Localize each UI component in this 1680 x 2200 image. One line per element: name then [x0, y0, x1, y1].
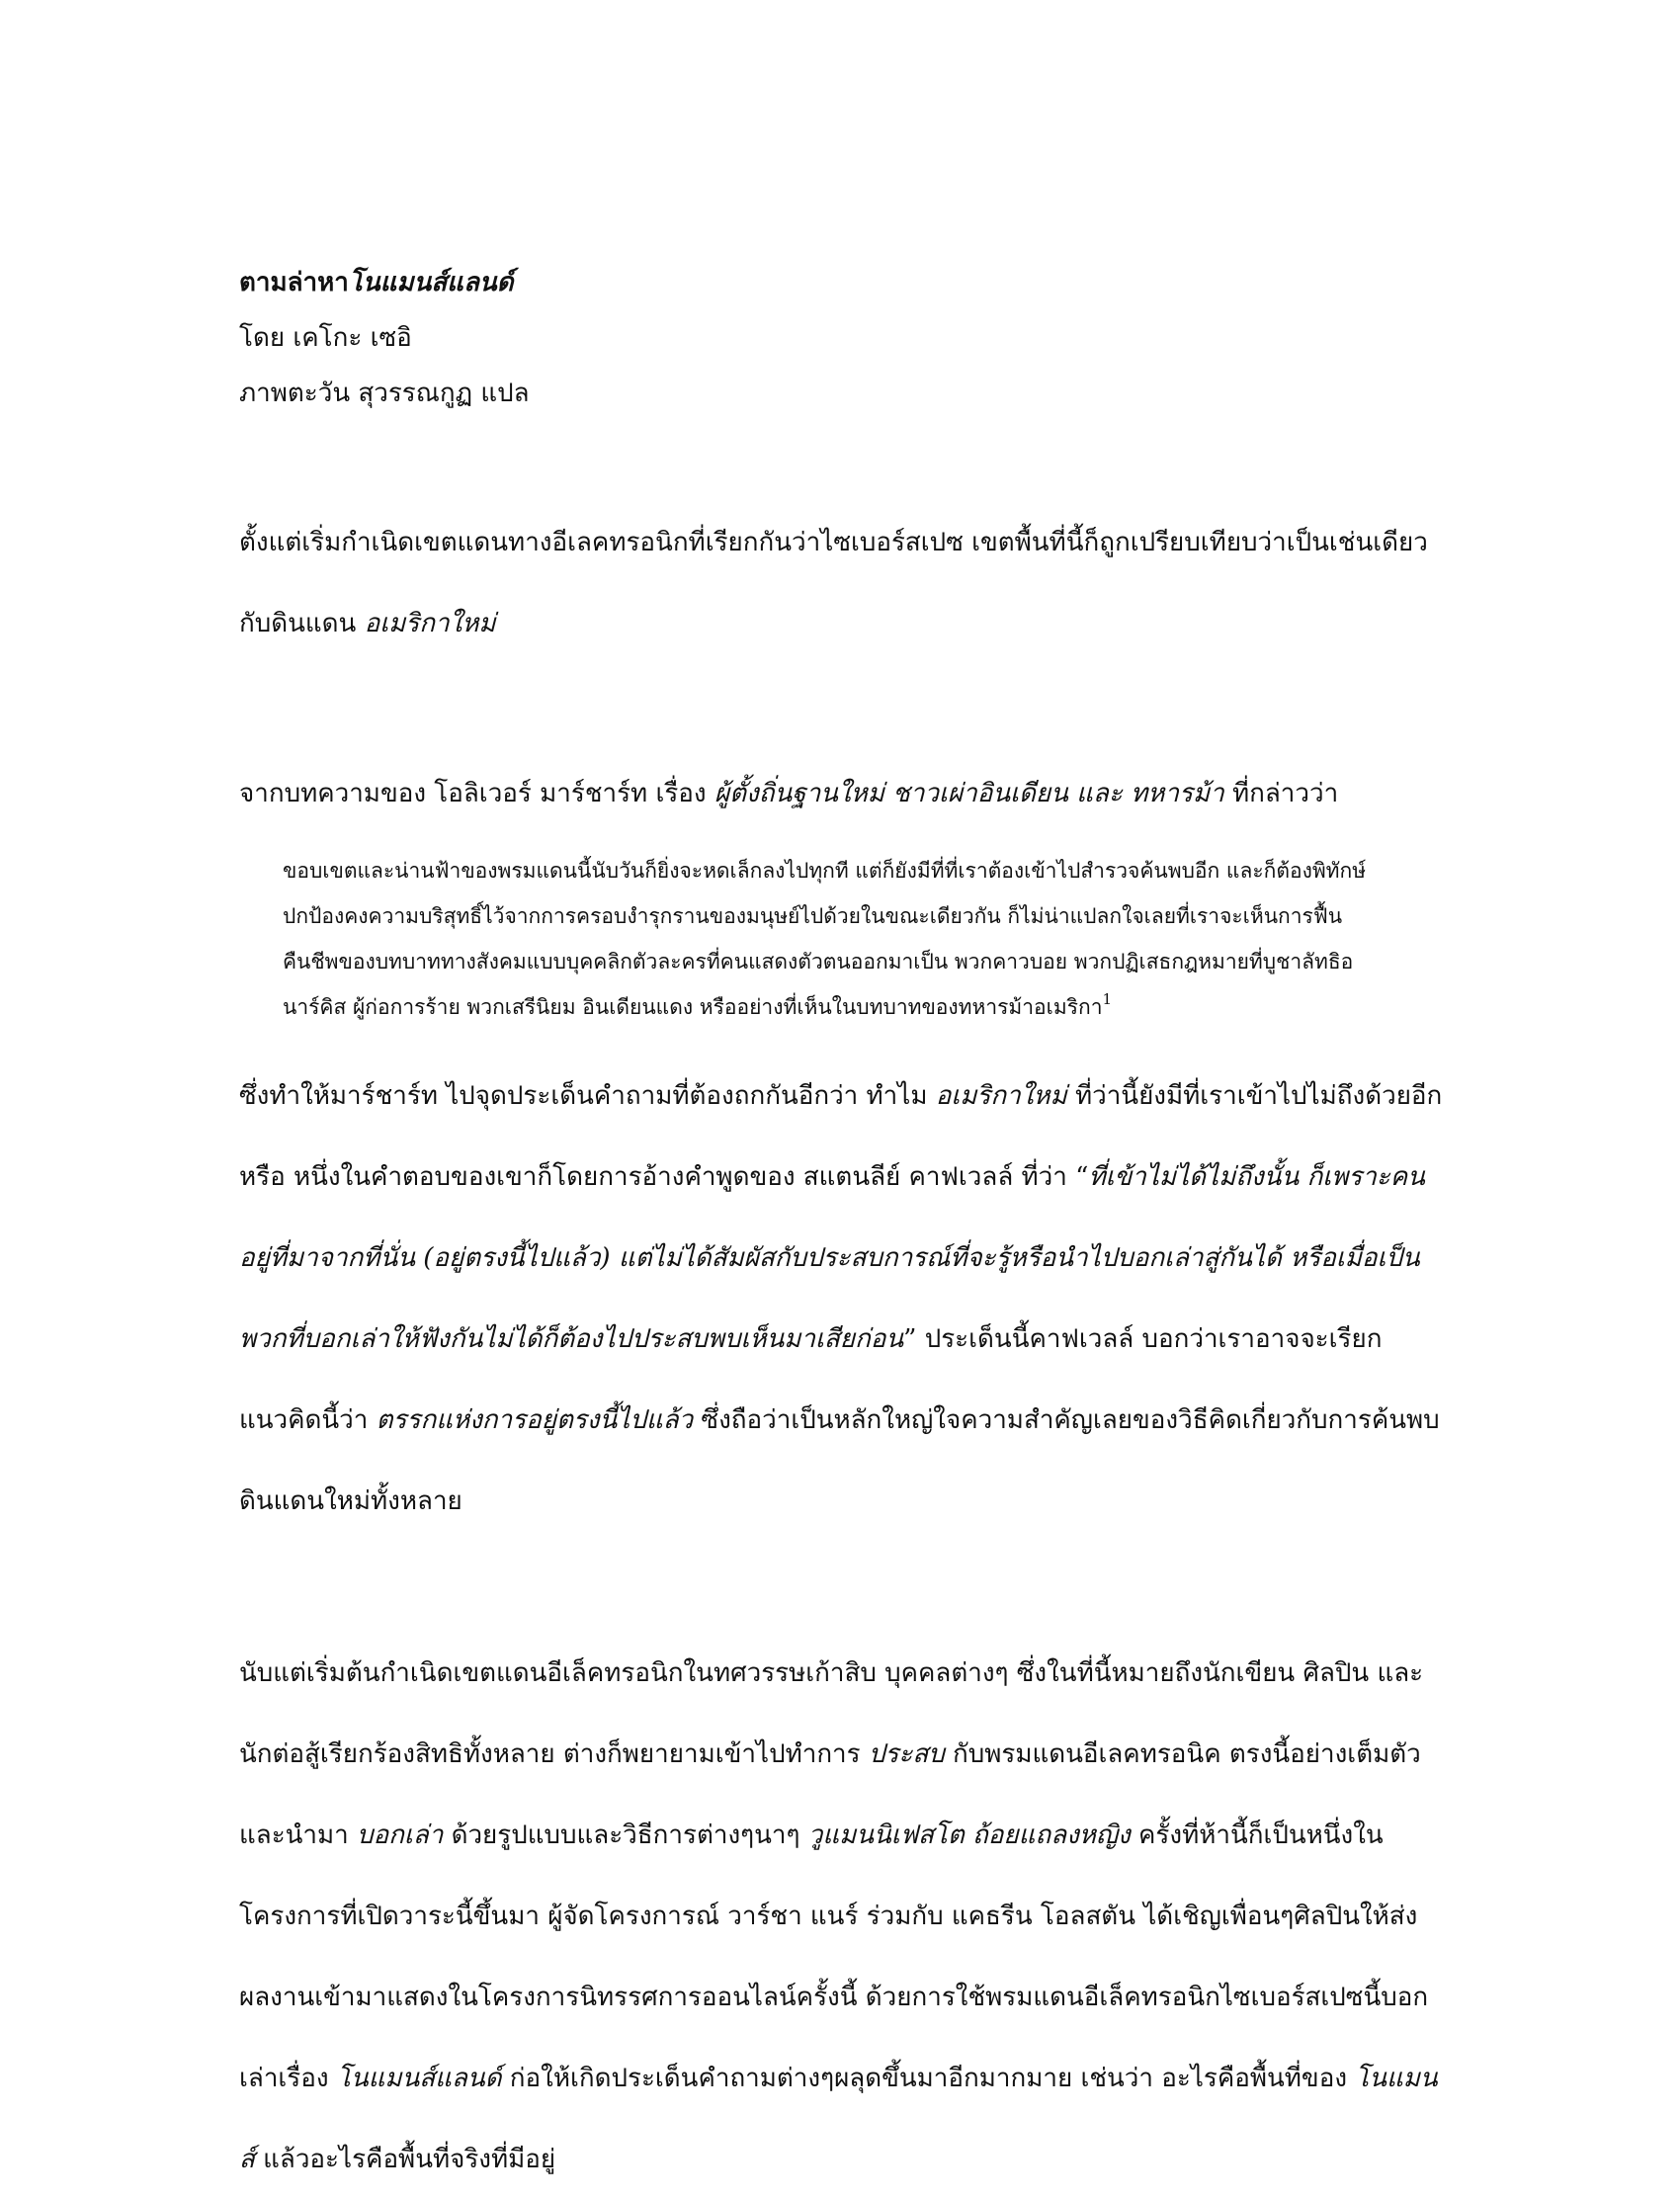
title-italic-part: โนแมนส์แลนด์	[348, 268, 514, 297]
footnote-marker[interactable]: 1	[1102, 990, 1113, 1008]
paragraph-3-italic-3: ตรรกแห่งการอยู่ตรงนี้ไปแล้ว	[376, 1405, 694, 1435]
article-title	[239, 255, 1445, 310]
paragraph-1-text: ตั้งแต่เริ่มกำเนิดเขตแดนทางอีเลคทรอนิกที่เรียกกันว่าไซเบอร์สเปซ เขตพื้นที่นี้ก็ถูกเปรียบเทียบว่าเป็นเช่นเดียวกับดินแดน	[239, 528, 1428, 638]
paragraph-4-text-6: แล้วอะไรคือพื้นที่จริงที่มีอยู่	[254, 2145, 556, 2174]
paragraph-4-italic-5: โนแมนส์	[239, 2064, 1438, 2174]
paragraph-3-italic-1: อเมริกาใหม่	[935, 1081, 1067, 1111]
paragraph-4-italic-2: บอกเล่า	[357, 1820, 444, 1850]
paragraph-4-italic-1: ประสบ	[868, 1739, 945, 1769]
paragraph-2-text-1: จากบทความของ โอลิเวอร์ มาร์ชาร์ท เรื่อง	[239, 779, 714, 808]
spacer	[239, 421, 1445, 502]
paragraph-1-italic: อเมริกาใหม่	[364, 609, 496, 638]
paragraph-4-text-2: กับพรมแดนอีเลคทรอนิค ตรงนี้อย่างเต็มตัว และนำมา	[239, 1739, 1421, 1850]
paragraph-3-text-2: ที่ว่านี้ยังมีที่เราเข้าไปไม่ถึงด้วยอีกหรือ หนึ่งในคำตอบของเขาก็โดยการอ้างคำพูดของ สแตนลีย์ คาฟเวลล์ ที่ว่า “	[239, 1081, 1443, 1192]
paragraph-3	[239, 1056, 1445, 1542]
paragraph-3-text-1: ซึ่งทำให้มาร์ชาร์ท ไปจุดประเด็นคำถามที่ต้องถกกันอีกว่า ทำไม	[239, 1081, 936, 1111]
spacer	[239, 664, 1445, 753]
title-bold-part: ตามล่าหา	[239, 268, 349, 297]
paragraph-4-text-3: ด้วยรูปแบบและวิธีการต่างๆนาๆ	[443, 1820, 808, 1850]
paragraph-2	[239, 753, 1445, 834]
author-line: โดย เคโกะ เซอิ	[239, 323, 412, 353]
document-body	[239, 255, 1445, 2200]
translator-line: ภาพตะวัน สุวรรณกูฏ แปล	[239, 379, 530, 408]
block-quote-text: ขอบเขตและน่านฟ้าของพรมแดนนี้นับวันก็ยิ่งจะหดเล็กลงไปทุกที แต่ก็ยังมีที่ที่เราต้องเข้าไปสำรวจค้นพบอีก และก็ต้องพิทักษ์ปกป้องคงความบริสุทธิ์ไว้จากการครอบงำรุกรานของมนุษย์ไปด้วยในขณะเดียวกัน ก็ไม่น่าแปลกใจเลยที่เราจะเห็นการฟื้นคืนชีพของบทบาททางสังคมแบบบุคคลิกตัวละครที่คนแสดงตัวตนออกมาเป็น พวกคาวบอย พวกปฏิเสธกฎหมายที่บูชาลัทธิอนาร์คิส ผู้ก่อการร้าย พวกเสรีนิยม อินเดียนแดง หรืออย่างที่เห็นในบทบาทของทหารม้าอเมริกา	[283, 859, 1367, 1019]
paragraph-2-italic-1: ผู้ตั้งถิ่นฐานใหม่ ชาวเผ่าอินเดียน และ ทหารม้า	[714, 779, 1224, 808]
paragraph-3-text-3: ” ประเด็นนี้คาฟเวลล์ บอกว่าเราอาจจะเรียกแนวคิดนี้ว่า	[239, 1324, 1383, 1435]
spacer	[239, 1542, 1445, 1633]
paragraph-1	[239, 502, 1445, 664]
paragraph-4-text-1: นับแต่เริ่มต้นกำเนิดเขตแดนอีเล็คทรอนิกในทศวรรษเก้าสิบ บุคคลต่างๆ ซึ่งในที่นี้หมายถึงนักเขียน ศิลปิน และนักต่อสู้เรียกร้องสิทธิทั้งหลาย ต่างก็พยายามเข้าไปทำการ	[239, 1658, 1424, 1769]
paragraph-3-italic-2: ที่เข้าไม่ได้ไม่ถึงนั้น ก็เพราะคนอยู่ที่มาจากที่นั่น (อยู่ตรงนี้ไปแล้ว) แต่ไม่ได้สัมผัสกับประสบการณ์ที่จะรู้หรือนำไปบอกเล่าสู่กันได้ หรือเมื่อเป็นพวกที่บอกเล่าให้ฟังกันไม่ได้ก็ต้องไปประสบพบเห็นมาเสียก่อน	[239, 1162, 1425, 1354]
paragraph-4	[239, 1633, 1445, 2200]
paragraph-4-italic-4: โนแมนส์แลนด์	[336, 2064, 502, 2093]
paragraph-4-text-4: ครั้งที่ห้านี้ก็เป็นหนึ่งในโครงการที่เปิดวาระนี้ขึ้นมา ผู้จัดโครงการณ์ วาร์ชา แนร์ ร่วมกับ แคธรีน โอลสตัน ได้เชิญเพื่อนๆศิลปินให้ส่งผลงานเข้ามาแสดงในโครงการนิทรรศการออนไลน์ครั้งนี้ ด้วยการใช้พรมแดนอีเล็คทรอนิกไซเบอร์สเปซนี้บอกเล่าเรื่อง	[239, 1820, 1429, 2093]
paragraph-3-text-4: ซึ่งถือว่าเป็นหลักใหญ่ใจความสำคัญเลยของวิธีคิดเกี่ยวกับการค้นพบดินแดนใหม่ทั้งหลาย	[239, 1405, 1440, 1516]
paragraph-2-text-2: ที่กล่าวว่า	[1223, 779, 1339, 808]
block-quote	[283, 848, 1389, 1030]
paragraph-4-text-5: ก่อให้เกิดประเด็นคำถามต่างๆผลุดขึ้นมาอีกมากมาย เช่นว่า อะไรคือพื้นที่ของ	[501, 2064, 1356, 2093]
paragraph-4-italic-3: วูแมนนิเฟสโต ถ้อยแถลงหญิง	[807, 1820, 1131, 1850]
